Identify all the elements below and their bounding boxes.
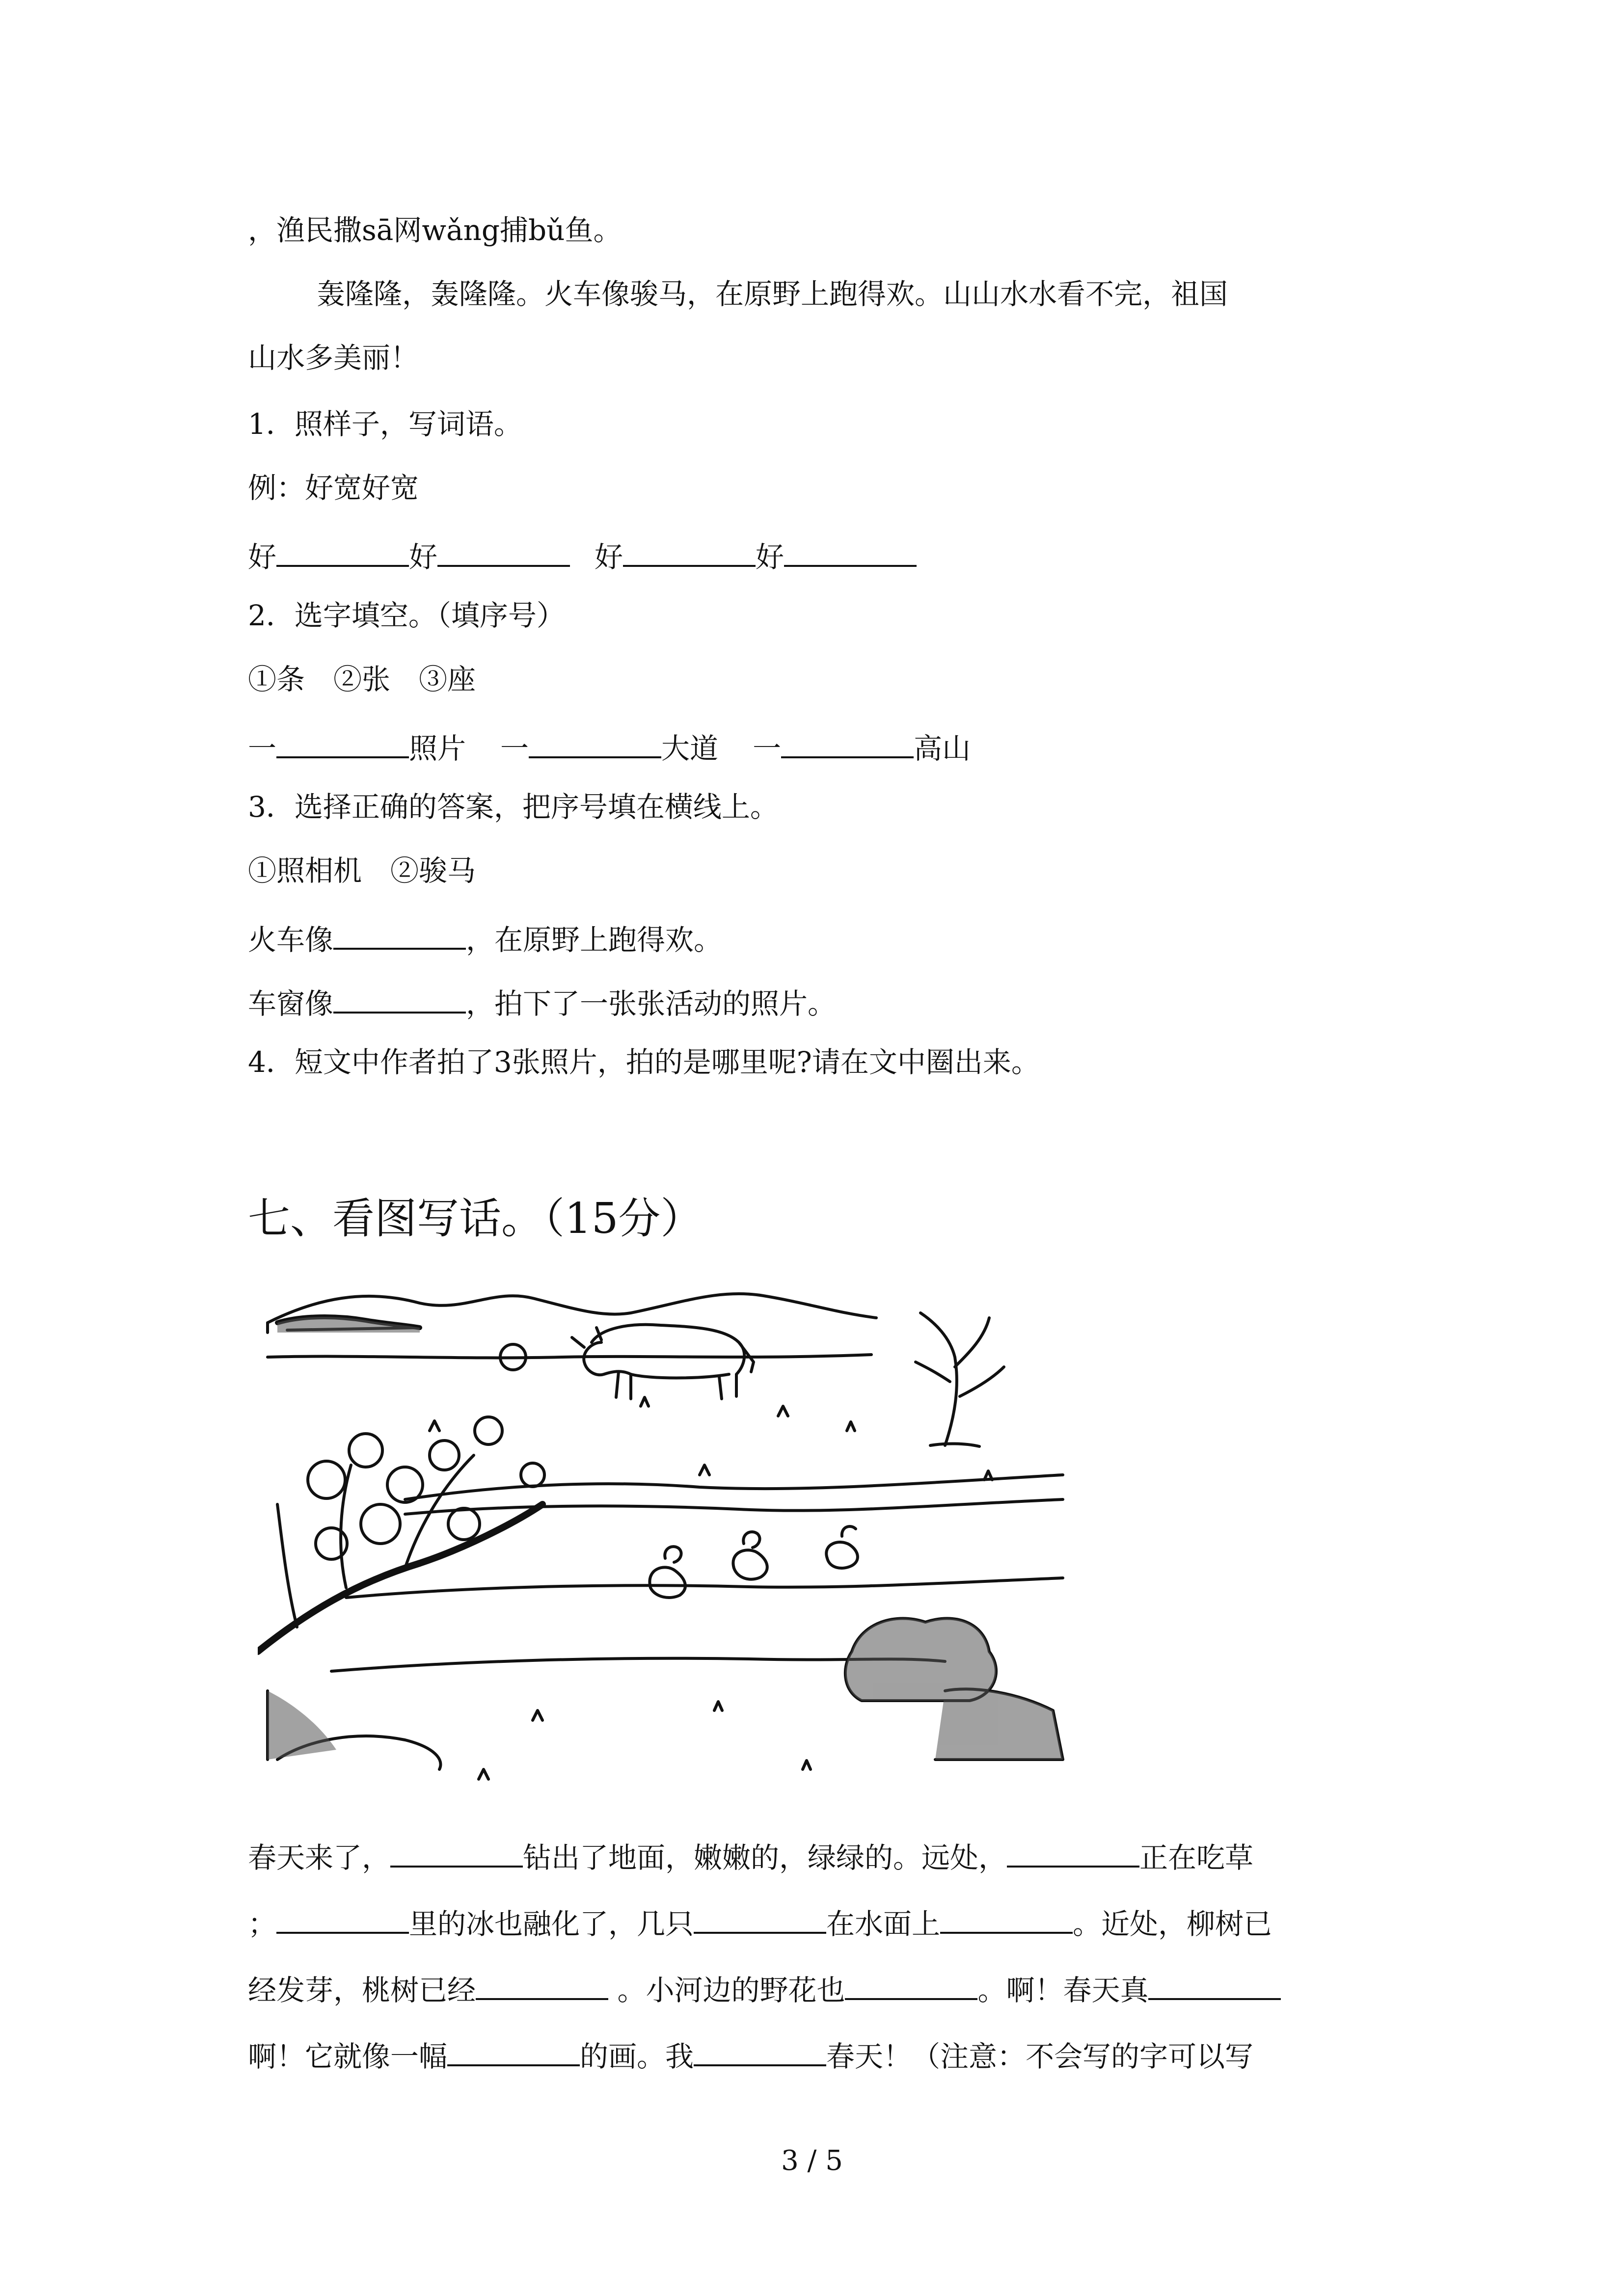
writing-l1c: 正在吃草: [1139, 1841, 1254, 1874]
q2-word-1: 照片: [409, 732, 466, 765]
writing-l2d: 。近处，柳树已: [1073, 1907, 1272, 1941]
writing-l1b: 钻出了地面，嫩嫩的，绿绿的。远处，: [523, 1841, 1007, 1874]
writing-blank-6[interactable]: [476, 1971, 608, 2000]
writing-l2c: 在水面上: [826, 1907, 941, 1941]
q2-blank-2[interactable]: [529, 729, 661, 758]
spring-landscape-illustration: [258, 1269, 1065, 1818]
writing-l4c: 春天！（注意：不会写的字可以写: [826, 2040, 1254, 2073]
q1-title: 1．照样子，写词语。: [248, 407, 522, 441]
q3-s1-post: ，在原野上跑得欢。: [466, 923, 723, 957]
q1-hao-1: 好: [248, 540, 277, 574]
page-number: 3 / 5: [781, 2145, 843, 2177]
q2-yi-2: 一: [500, 732, 529, 765]
q1-hao-3: 好: [595, 540, 623, 574]
q4-title: 4．短文中作者拍了3张照片，拍的是哪里呢?请在文中圈出来。: [248, 1045, 1040, 1079]
writing-line-3: [248, 1971, 1281, 2007]
writing-l3c: 。啊！春天真: [977, 1974, 1149, 2007]
q1-blank-4[interactable]: [784, 537, 917, 567]
writing-blank-9[interactable]: [447, 2037, 580, 2066]
q2-yi-1: 一: [248, 732, 277, 765]
passage-line-3: 山水多美丽！: [248, 341, 419, 374]
q2-options: ①条 ②张 ③座: [248, 663, 476, 696]
writing-line-1: [248, 1838, 1253, 1872]
q1-fill-row: [248, 537, 917, 574]
writing-blank-4[interactable]: [694, 1904, 826, 1934]
q3-options: ①照相机 ②骏马: [248, 854, 476, 887]
writing-l3a: 经发芽，桃树已经: [248, 1974, 476, 2007]
writing-l2b: 里的冰也融化了，几只: [409, 1907, 694, 1941]
writing-blank-8[interactable]: [1148, 1971, 1281, 2000]
q2-word-2: 大道: [661, 732, 719, 765]
writing-blank-2[interactable]: [1007, 1838, 1139, 1868]
q2-fill-row: [248, 729, 971, 763]
writing-blank-10[interactable]: [694, 2037, 826, 2066]
writing-blank-1[interactable]: [390, 1838, 523, 1868]
q3-blank-1[interactable]: [333, 920, 466, 950]
q2-blank-1[interactable]: [276, 729, 409, 758]
writing-l1a: 春天来了，: [248, 1841, 391, 1874]
q1-blank-1[interactable]: [276, 537, 409, 567]
writing-l4a: 啊！它就像一幅: [248, 2040, 448, 2073]
q1-example: 例：好宽好宽: [248, 471, 419, 505]
q3-sentence-1: [248, 920, 723, 957]
q2-word-3: 高山: [914, 732, 971, 765]
writing-l4b: 的画。我: [580, 2040, 694, 2073]
writing-l3b: 。小河边的野花也: [608, 1974, 845, 2007]
q3-sentence-2: [248, 984, 836, 1018]
passage-line-1: ，渔民撒sā网wǎng捕bǔ鱼。: [248, 214, 622, 247]
section-heading: 七、看图写话。（15分）: [248, 1194, 703, 1243]
writing-line-2: [248, 1904, 1272, 1941]
writing-l2a: ；: [248, 1907, 277, 1941]
q2-blank-3[interactable]: [781, 729, 914, 758]
q3-title: 3．选择正确的答案，把序号填在横线上。: [248, 790, 779, 824]
q1-hao-2: 好: [409, 540, 438, 574]
writing-blank-5[interactable]: [940, 1904, 1073, 1934]
q3-s1-pre: 火车像: [248, 923, 334, 957]
writing-blank-7[interactable]: [845, 1971, 977, 2000]
q1-hao-4: 好: [756, 540, 785, 574]
writing-line-4: [248, 2037, 1253, 2071]
q2-title: 2．选字填空。（填序号）: [248, 599, 565, 632]
q3-s2-post: ，拍下了一张张活动的照片。: [466, 987, 837, 1020]
q3-s2-pre: 车窗像: [248, 987, 334, 1020]
q1-blank-2[interactable]: [437, 537, 570, 567]
passage-line-2: 轰隆隆，轰隆隆。火车像骏马，在原野上跑得欢。山山水水看不完，祖国: [317, 277, 1228, 311]
q1-blank-3[interactable]: [623, 537, 756, 567]
q3-blank-2[interactable]: [333, 984, 466, 1014]
writing-blank-3[interactable]: [276, 1904, 409, 1934]
q2-yi-3: 一: [753, 732, 782, 765]
